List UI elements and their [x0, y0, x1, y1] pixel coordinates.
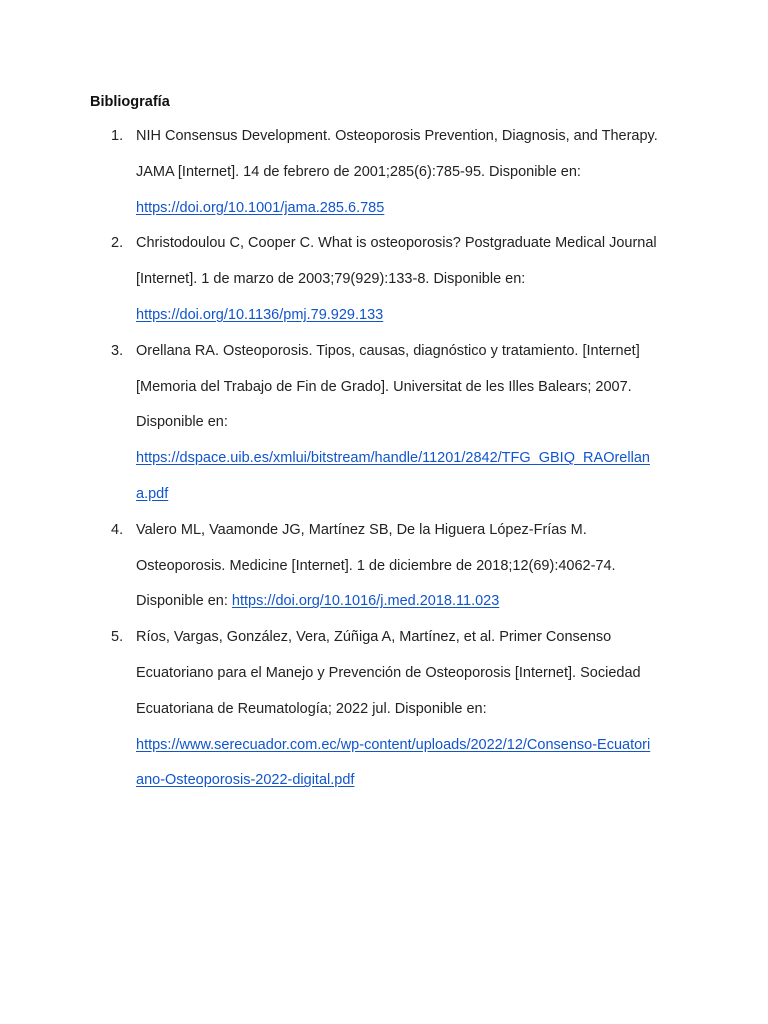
reference-link-line	[136, 191, 686, 227]
reference-number: 2.	[111, 235, 124, 252]
reference-text-line: [Memoria del Trabajo de Fin de Grado]. Universitat de les Illes Balears; 2007.	[136, 378, 632, 395]
reference-doi-link[interactable]: https://doi.org/10.1136/pmj.79.929.133	[136, 306, 384, 323]
reference-text-line: Orellana RA. Osteoporosis. Tipos, causas, diagnóstico y tratamiento. [Internet]	[136, 342, 640, 359]
reference-link-line	[136, 298, 686, 334]
reference-doi-link[interactable]: https://doi.org/10.1001/jama.285.6.785	[136, 199, 385, 216]
reference-text-line: NIH Consensus Development. Osteoporosis Prevention, Diagnosis, and Therapy.	[136, 128, 658, 144]
reference-number: 3.	[111, 342, 124, 359]
reference-available-label: Disponible en:	[136, 593, 232, 610]
reference-text-line: Ríos, Vargas, González, Vera, Zúñiga A, Martínez, et al. Primer Consenso	[136, 629, 612, 646]
reference-item-1	[0, 119, 686, 226]
reference-text-line: Disponible en:	[136, 414, 228, 431]
reference-text-line: Osteoporosis. Medicine [Internet]. 1 de diciembre de 2018;12(69):4062-74.	[136, 557, 616, 574]
reference-url-link[interactable]: https://dspace.uib.es/xmlui/bitstream/handle/11201/2842/TFG_GBIQ_RAOrellan	[136, 450, 650, 467]
reference-number: 4.	[111, 521, 124, 538]
reference-text-line	[136, 584, 686, 620]
reference-item-5	[0, 620, 686, 799]
reference-text-line: Valero ML, Vaamonde JG, Martínez SB, De la Higuera López-Frías M.	[136, 521, 587, 538]
reference-number: 1.	[111, 128, 124, 144]
reference-text-line: [Internet]. 1 de marzo de 2003;79(929):133-8. Disponible en:	[136, 271, 526, 288]
reference-link-line	[136, 763, 686, 799]
bibliography-heading: Bibliografía	[90, 94, 170, 110]
reference-number: 5.	[111, 629, 124, 646]
reference-text-line: Ecuatoriano para el Manejo y Prevención de Osteoporosis [Internet]. Sociedad	[136, 664, 641, 681]
reference-item-2	[0, 226, 686, 333]
reference-item-3	[0, 334, 686, 513]
reference-link-line	[136, 728, 686, 764]
reference-doi-link[interactable]: https://doi.org/10.1016/j.med.2018.11.023	[231, 593, 500, 610]
reference-link-line	[136, 441, 686, 477]
reference-item-4	[0, 513, 686, 620]
reference-url-link[interactable]: https://www.serecuador.com.ec/wp-content/uploads/2022/12/Consenso-Ecuatori	[136, 736, 651, 753]
reference-url-link-continued[interactable]: ano-Osteoporosis-2022-digital.pdf	[136, 772, 355, 789]
reference-text-line: Christodoulou C, Cooper C. What is osteoporosis? Postgraduate Medical Journal	[136, 235, 657, 252]
reference-list	[0, 119, 768, 799]
reference-link-line	[136, 477, 686, 513]
reference-text-line: JAMA [Internet]. 14 de febrero de 2001;285(6):785-95. Disponible en:	[136, 163, 581, 180]
reference-url-link-continued[interactable]: a.pdf	[136, 485, 169, 502]
reference-text-line: Ecuatoriana de Reumatología; 2022 jul. Disponible en:	[136, 700, 487, 717]
